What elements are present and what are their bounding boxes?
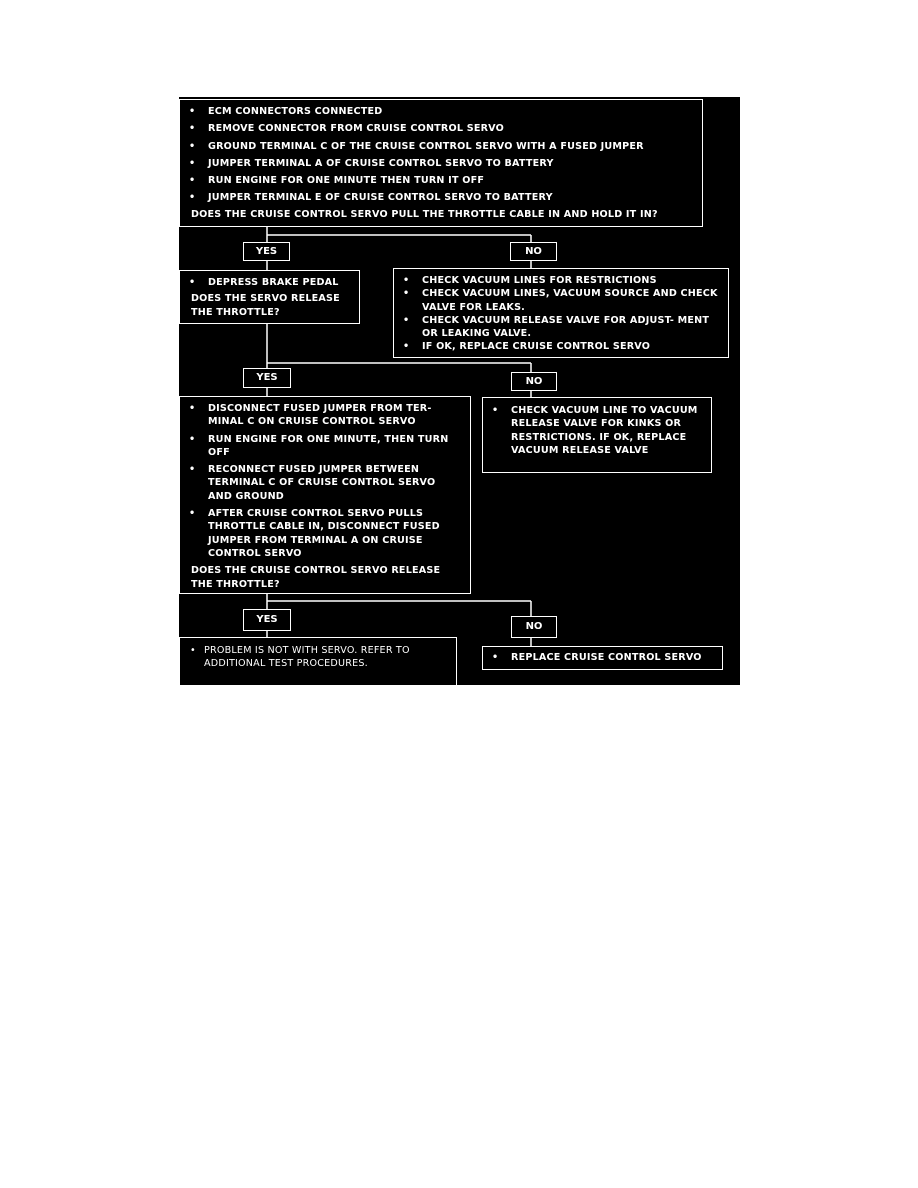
bullet: •: [189, 277, 196, 288]
step2-yes-box: [179, 270, 360, 324]
step-text: IF OK, REPLACE CRUISE CONTROL SERVO: [422, 341, 651, 353]
no-label: NO: [511, 372, 557, 391]
step-text: DISCONNECT FUSED JUMPER FROM TER- MINAL C ON CRUISE CONTROL SERVO: [208, 403, 432, 428]
step-text: AFTER CRUISE CONTROL SERVO PULLS THROTTLE CABLE IN, DISCONNECT FUSED JUMPER FROM TERMINAL A ON CRUISE CONTROL SERVO: [208, 508, 440, 559]
bullet: •: [189, 140, 196, 152]
bullet: •: [189, 157, 196, 169]
bullet: •: [189, 123, 196, 135]
list-item: [180, 157, 702, 170]
list-item: [180, 644, 424, 671]
bullet: •: [189, 433, 196, 445]
step-text: RUN ENGINE FOR ONE MINUTE THEN TURN IT OFF: [208, 175, 485, 187]
bullet: •: [403, 314, 410, 326]
bullet: •: [189, 192, 196, 204]
list-item: [394, 287, 722, 314]
step3-yes-box: [179, 396, 471, 594]
flowchart-diagram: [179, 97, 740, 685]
step3-question: DOES THE CRUISE CONTROL SERVO RELEASE THE THROTTLE?: [191, 565, 441, 590]
step-text: CHECK VACUUM LINE TO VACUUM RELEASE VALVE FOR KINKS OR RESTRICTIONS. IF OK, REPLACE VACUUM RELEASE VALVE: [511, 405, 698, 456]
yes-label: YES: [243, 609, 291, 631]
bullet: •: [189, 464, 196, 476]
bullet: •: [403, 275, 410, 286]
bullet: •: [403, 288, 410, 300]
list-item: [394, 314, 722, 341]
yes-label: YES: [243, 242, 290, 261]
step-text: CHECK VACUUM LINES FOR RESTRICTIONS: [422, 275, 657, 286]
bullet: •: [189, 175, 196, 187]
no-label: NO: [510, 242, 557, 261]
list-item: [180, 507, 458, 560]
step-text: DEPRESS BRAKE PEDAL: [208, 277, 339, 288]
list-item: [180, 140, 702, 153]
list-item: [180, 122, 702, 135]
bullet: •: [190, 645, 196, 656]
list-item: [483, 404, 711, 457]
step1-box: [179, 99, 703, 227]
step4-no-box: [482, 646, 723, 670]
step3-no-box: [482, 397, 712, 473]
list-item: [180, 463, 458, 503]
bullet: •: [189, 106, 196, 117]
list-item: [180, 276, 359, 289]
step-text: GROUND TERMINAL C OF THE CRUISE CONTROL SERVO WITH A FUSED JUMPER: [208, 140, 644, 152]
step-text: JUMPER TERMINAL A OF CRUISE CONTROL SERVO TO BATTERY: [208, 157, 554, 169]
step-text: REPLACE CRUISE CONTROL SERVO: [511, 652, 702, 663]
list-item: [180, 174, 702, 187]
step-text: JUMPER TERMINAL E OF CRUISE CONTROL SERVO TO BATTERY: [208, 192, 553, 204]
yes-label: YES: [243, 368, 291, 388]
step1-question: DOES THE CRUISE CONTROL SERVO PULL THE THROTTLE CABLE IN AND HOLD IT IN?: [191, 208, 658, 220]
step-text: CHECK VACUUM LINES, VACUUM SOURCE AND CHECK VALVE FOR LEAKS.: [422, 288, 718, 313]
bullet: •: [492, 652, 499, 663]
bullet: •: [189, 508, 196, 520]
bullet: •: [403, 341, 410, 353]
list-item: [180, 433, 458, 460]
list-item: [483, 651, 722, 664]
no-label: NO: [511, 616, 557, 638]
step4-yes-box: [179, 637, 457, 685]
list-item: [394, 340, 728, 353]
step-text: REMOVE CONNECTOR FROM CRUISE CONTROL SERVO: [208, 123, 504, 135]
bullet: •: [189, 403, 196, 414]
list-item: [180, 191, 702, 204]
list-item: [180, 402, 458, 429]
step-text: ECM CONNECTORS CONNECTED: [208, 106, 383, 117]
step-text: RECONNECT FUSED JUMPER BETWEEN TERMINAL C OF CRUISE CONTROL SERVO AND GROUND: [208, 464, 436, 502]
step-text: PROBLEM IS NOT WITH SERVO. REFER TO ADDITIONAL TEST PROCEDURES.: [204, 645, 410, 670]
step-text: CHECK VACUUM RELEASE VALVE FOR ADJUST- MENT OR LEAKING VALVE.: [422, 314, 710, 340]
step-text: RUN ENGINE FOR ONE MINUTE, THEN TURN OFF: [208, 433, 449, 458]
list-item: [180, 105, 702, 118]
list-item: [394, 274, 728, 287]
step2-no-box: [393, 268, 729, 358]
bullet: •: [492, 405, 499, 416]
step2-question: DOES THE SERVO RELEASE THE THROTTLE?: [191, 293, 340, 318]
